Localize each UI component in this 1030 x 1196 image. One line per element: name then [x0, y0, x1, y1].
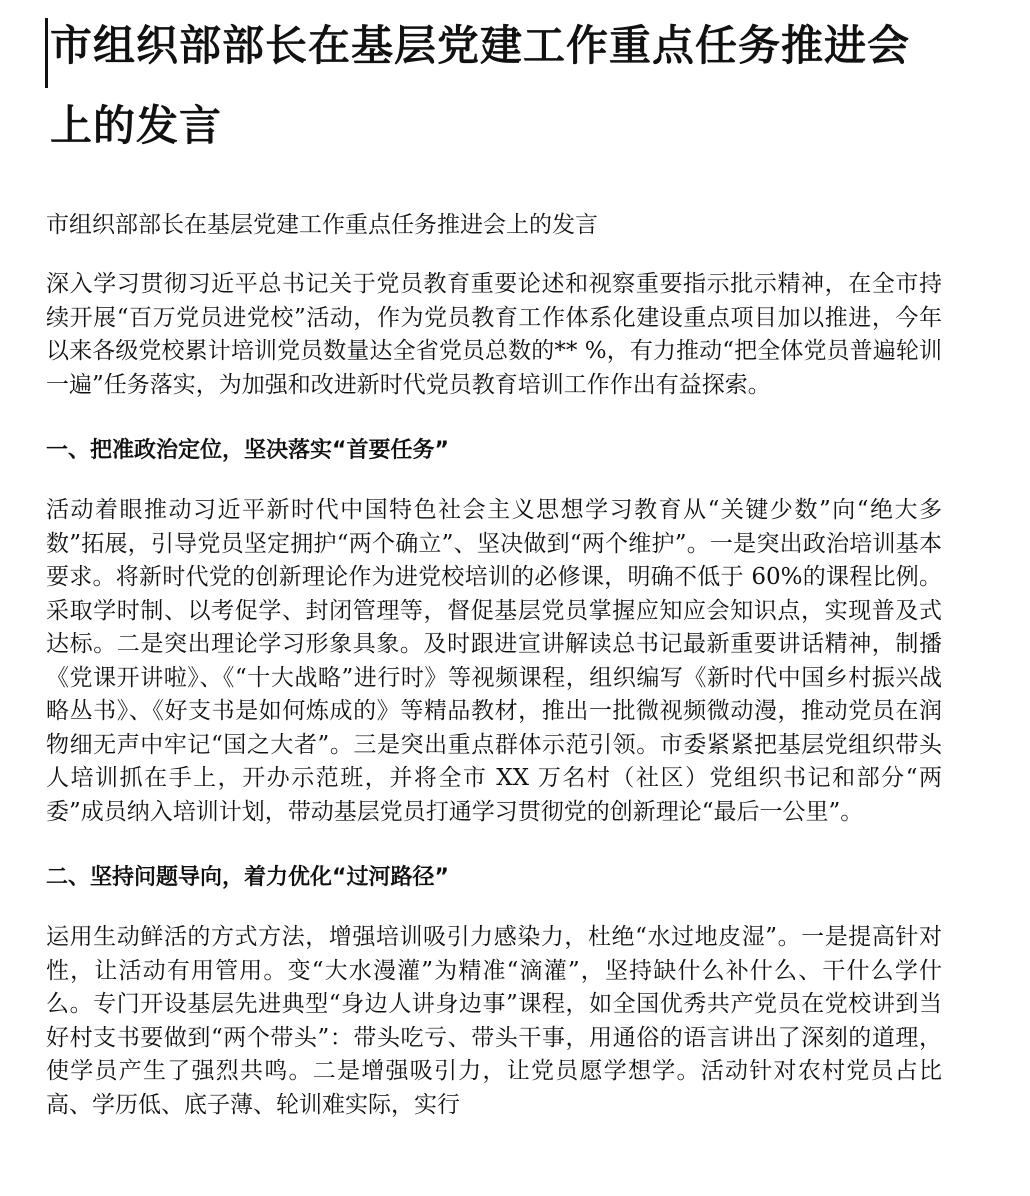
document-subtitle: 市组织部部长在基层党建工作重点任务推进会上的发言 [46, 212, 598, 238]
intro-paragraph: 深入学习贯彻习近平总书记关于党员教育重要论述和视察重要指示批示精神，在全市持续开展“百万党员进党校”活动，作为党员教育工作体系化建设重点项目加以推进，今年以来各级党校累计培训党员数量达全省党员总数的** %，有力推动“把全体党员普遍轮训一遍”任务落实，为加强和改进新时代党员教育培训工作作出有益探索。 [46, 271, 942, 398]
section-body-2: 运用生动鲜活的方式方法，增强培训吸引力感染力，杜绝“水过地皮湿”。一是提高针对性，让活动有用管用。变“大水漫灌”为精准“滴灌”，坚持缺什么补什么、干什么学什么。专门开设基层先进典型“身边人讲身边事”课程，如全国优秀共产党员在党校讲到当好村支书要做到“两个带头”：带头吃亏、带头干事，用通俗的语言讲出了深刻的道理，使学员产生了强烈共鸣。二是增强吸引力，让党员愿学想学。活动针对农村党员占比高、学历低、底子薄、轮训难实际，实行 [46, 924, 942, 1118]
section-heading-1: 一、把准政治定位，坚决落实“首要任务” [46, 438, 449, 463]
title-block [46, 6, 942, 166]
section-body-1: 活动着眼推动习近平新时代中国特色社会主义思想学习教育从“关键少数”向“绝大多数”拓展，引导党员坚定拥护“两个确立”、坚决做到“两个维护”。一是突出政治培训基本要求。将新时代党的创新理论作为进党校培训的必修课，明确不低于 60%的课程比例。采取学时制、以考促学、封闭管理等，督促基层党员掌握应知应会知识点，实现普及式达标。二是突出理论学习形象具象。及时跟进宣讲解读总书记最新重要讲话精神，制播《党课开讲啦》、《“十大战略”进行时》等视频课程，组织编写《新时代中国乡村振兴战略丛书》、《好支书是如何炼成的》等精品教材，推出一批微视频微动漫，推动党员在润物细无声中牢记“国之大者”。三是突出重点群体示范引领。市委紧紧把基层党组织带头人培训抓在手上，开办示范班，并将全市 XX 万名村（社区）党组织书记和部分“两委”成员纳入培训计划，带动基层党员打通学习贯彻党的创新理论“最后一公里”。 [46, 497, 942, 825]
document-title: 市组织部部长在基层党建工作重点任务推进会上的发言 [50, 21, 911, 150]
section-heading-2: 二、坚持问题导向，着力优化“过河路径” [46, 865, 449, 890]
text-cursor-icon [45, 18, 48, 88]
document-page [46, 0, 942, 1122]
